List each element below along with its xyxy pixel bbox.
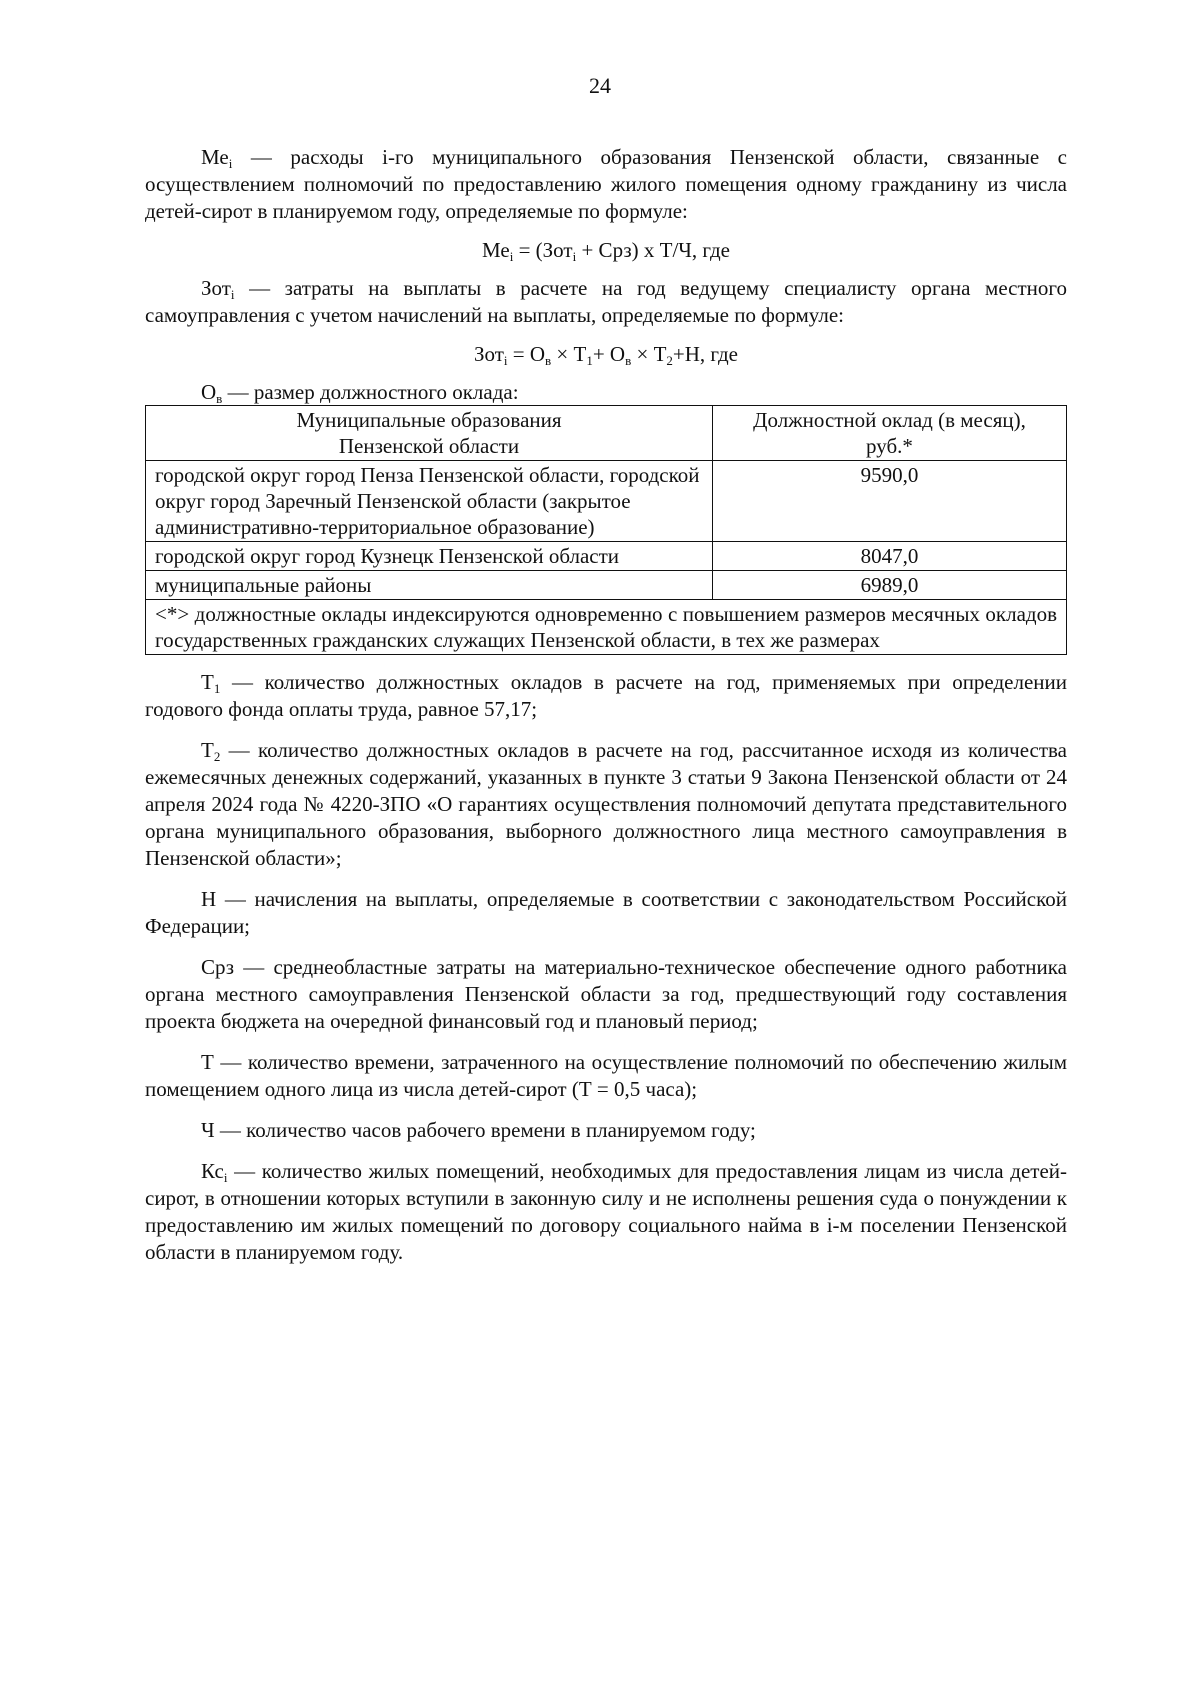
definition-me-text: — расходы i-го муниципального образования Пензенской области, связанные с осуществлением полномочий по предоставлению жилого помещения одному гражданину из числа детей-сирот в планируемом году, определяемые по формуле: xyxy=(145,145,1067,223)
definition-ch: Ч — количество часов рабочего времени в планируемом году; xyxy=(201,1118,756,1142)
formula-subscript: в xyxy=(625,353,632,368)
definition-n: Н — начисления на выплаты, определяемые в соответствии с законодательством Российской Федерации; xyxy=(145,887,1067,938)
table-header-salary: Должностной оклад (в месяц), руб.* xyxy=(713,406,1067,461)
table-cell-municipality: городской округ город Пенза Пензенской области, городской округ город Заречный Пензенской области (закрытое административно-территориальное образование) xyxy=(146,461,713,542)
table-cell-municipality: городской округ город Кузнецк Пензенской области xyxy=(146,542,713,571)
subscript-2: 2 xyxy=(213,749,221,764)
definition-zot xyxy=(145,275,1067,329)
formula-subscript: 1 xyxy=(586,353,593,368)
definition-t2-text: — количество должностных окладов в расчете на год, рассчитанное исходя из количества ежемесячных денежных содержаний, указанных в пункте 3 статьи 9 Закона Пензенской области от 24 апреля 2024 года № 4220-ЗПО «О гарантиях осуществления полномочий депутата представительного органа муниципального образования, выборного должностного лица местного самоуправления в Пензенской области»; xyxy=(145,738,1067,870)
symbol-ks: Кс xyxy=(201,1159,224,1183)
formula-part: = (Зот xyxy=(513,238,573,262)
document-body xyxy=(145,144,1067,1280)
table-cell-salary: 9590,0 xyxy=(713,461,1067,542)
formula-part: = О xyxy=(507,342,546,366)
symbol-me: Ме xyxy=(201,145,229,169)
formula-part: Зот xyxy=(473,342,504,366)
table-row xyxy=(146,461,1067,542)
definition-t1 xyxy=(145,669,1067,723)
subscript-1: 1 xyxy=(213,681,221,696)
definition-srz: Срз — среднеобластные затраты на материально-техническое обеспечение одного работника органа местного самоуправления Пензенской области за год, предшествующий году составления проекта бюджета на очередной финансовый год и плановый период; xyxy=(145,955,1067,1033)
page-number: 24 xyxy=(589,73,611,98)
subscript-v: в xyxy=(216,391,223,406)
formula-subscript: i xyxy=(509,249,514,264)
table-row xyxy=(146,571,1067,600)
table-note-row xyxy=(146,600,1067,655)
table-cell-salary: 6989,0 xyxy=(713,571,1067,600)
formula-me xyxy=(145,237,1067,264)
formula-part: +Н, где xyxy=(672,342,739,366)
formula-part: Ме xyxy=(481,238,510,262)
definition-t: Т — количество времени, затраченного на осуществление полномочий по обеспечению жилым помещением одного лица из числа детей-сирот (Т = 0,5 часа); xyxy=(145,1050,1067,1101)
definition-me xyxy=(145,144,1067,225)
table-cell-municipality: муниципальные районы xyxy=(146,571,713,600)
table-header-municipality: Муниципальные образования Пензенской области xyxy=(146,406,713,461)
symbol-t1: Т xyxy=(201,670,214,694)
subscript-i: i xyxy=(223,1170,228,1185)
formula-part: + Срз) х Т/Ч, где xyxy=(576,238,730,262)
definition-ov-text: — размер должностного оклада: xyxy=(222,380,519,404)
formula-zot xyxy=(145,341,1067,368)
definition-ov xyxy=(145,379,1067,405)
definition-zot-text: — затраты на выплаты в расчете на год ведущему специалисту органа местного самоуправления с учетом начислений на выплаты, определяемые по формуле: xyxy=(145,276,1067,327)
formula-part: × Т xyxy=(551,342,587,366)
formula-part: × Т xyxy=(631,342,667,366)
formula-part: + О xyxy=(592,342,626,366)
table-footnote: <*> должностные оклады индексируются одновременно с повышением размеров месячных окладов государственных гражданских служащих Пензенской области, в тех же размерах xyxy=(146,600,1067,655)
subscript-i: i xyxy=(230,287,235,302)
formula-subscript: 2 xyxy=(666,353,673,368)
formula-subscript: i xyxy=(572,249,577,264)
symbol-ov: О xyxy=(201,380,217,404)
symbol-zot: Зот xyxy=(201,276,231,300)
symbol-t2: Т xyxy=(201,738,214,762)
definition-ks xyxy=(145,1158,1067,1266)
table-row xyxy=(146,542,1067,571)
definition-ks-text: — количество жилых помещений, необходимых для предоставления лицам из числа детей-сирот, в отношении которых вступили в законную силу и не исполнены решения суда о понуждении к предоставлению им жилых помещений по договору социального найма в i-м поселении Пензенской области в планируемом году. xyxy=(145,1159,1067,1264)
definition-t2 xyxy=(145,737,1067,872)
subscript-i: i xyxy=(228,156,233,171)
table-cell-salary: 8047,0 xyxy=(713,542,1067,571)
table-header-row xyxy=(146,406,1067,461)
formula-subscript: в xyxy=(545,353,552,368)
salary-table xyxy=(145,405,1067,655)
formula-subscript: i xyxy=(503,353,508,368)
definition-t1-text: — количество должностных окладов в расчете на год, применяемых при определении годового фонда оплаты труда, равное 57,17; xyxy=(145,670,1067,721)
